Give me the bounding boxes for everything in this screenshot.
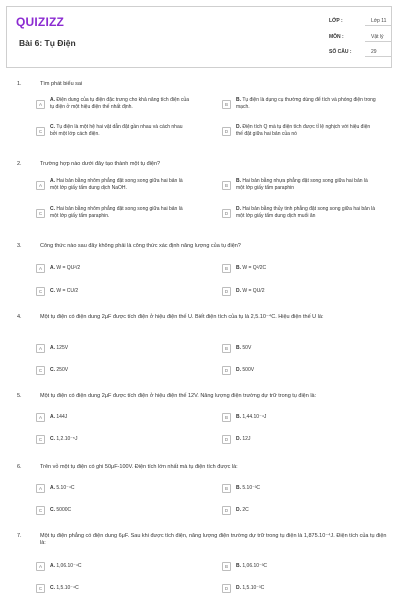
option-text: B. 1,44.10⁻⁴J <box>236 414 267 420</box>
option-letter-box: D <box>222 209 231 218</box>
question-text: Công thức nào sau đây không phải là công thức xác định năng lượng của tụ điện? <box>40 243 241 249</box>
option-letter-box: C <box>36 584 45 593</box>
question-text: Một tụ điện phẳng có điện dung 6μF. Sau khi được tích điện, năng lượng điện trường dự trữ trong tụ điện là 1,875.10⁻⁴J. Điện tích của tụ điện là: <box>40 533 387 546</box>
option-letter-box: D <box>222 584 231 593</box>
option-letter-box: D <box>222 506 231 515</box>
option-letter-box: A <box>36 413 45 422</box>
question-count-value: 29 <box>371 49 377 55</box>
option-letter-box: B <box>222 264 231 273</box>
option-text: A. 144J <box>50 414 68 420</box>
option-letter-box: A <box>36 562 45 571</box>
option-text: C. W = CU/2 <box>50 288 79 294</box>
option-letter-box: B <box>222 484 231 493</box>
option-text: D. 1,5.10⁻³C <box>236 585 265 591</box>
question-number: 6. <box>17 464 22 470</box>
class-underline <box>365 25 391 26</box>
option-letter-box: A <box>36 344 45 353</box>
option-text: A. 5.10⁻⁴C <box>50 485 75 491</box>
option-text: C. Tụ điện là một hệ hai vật dẫn đặt gần nhau và cách nhau bởi một lớp cách điện. <box>50 124 183 137</box>
option-text: A. Điện dung của tụ điện đặc trưng cho khả năng tích điện của tụ điện ở một hiệu điện thế nhất định. <box>50 97 189 110</box>
question-number: 4. <box>17 314 22 320</box>
option-letter-box: D <box>222 435 231 444</box>
question-text: Trên vỏ một tụ điện có ghi 50μF-100V. Điện tích lớn nhất mà tụ điện tích được là: <box>40 464 238 470</box>
question-number: 2. <box>17 161 22 167</box>
option-text: A. W = QU²/2 <box>50 265 81 271</box>
option-text: B. 1,06.10⁻³C <box>236 563 267 569</box>
quizizz-logo: QUIZIZZ <box>16 15 65 29</box>
question-number: 3. <box>17 243 22 249</box>
option-letter-box: A <box>36 484 45 493</box>
option-letter-box: B <box>222 100 231 109</box>
worksheet-title: Bài 6: Tụ Điện <box>19 38 76 48</box>
option-text: A. 1,06.10⁻⁴C <box>50 563 82 569</box>
option-letter-box: A <box>36 264 45 273</box>
count-underline <box>365 56 391 57</box>
class-value: Lớp 11 <box>371 18 387 24</box>
option-letter-box: B <box>222 344 231 353</box>
option-text: D. W = QU/2 <box>236 288 265 294</box>
option-text: B. Hai bản bằng nhựa phẳng đặt song song giữa hai bản là một lớp giấy tẩm paraphin <box>236 178 368 191</box>
subject-value: Vật lý <box>371 34 384 40</box>
option-letter-box: D <box>222 127 231 136</box>
question-text: Một tụ điện có điện dung 2μF được tích điện ở hiệu điện thế U. Biết điện tích của tụ là 2,5.10⁻⁴C. Hiệu điện thế U là: <box>40 314 324 320</box>
option-text: B. 50V <box>236 345 252 351</box>
worksheet-header <box>6 6 392 68</box>
option-letter-box: C <box>36 287 45 296</box>
question-number: 1. <box>17 81 22 87</box>
option-letter-box: D <box>222 366 231 375</box>
option-text: B. Tụ điện là dụng cụ thường dùng để tích và phóng điện trong mạch. <box>236 97 376 110</box>
option-text: D. 2C <box>236 507 249 513</box>
option-letter-box: B <box>222 562 231 571</box>
option-letter-box: C <box>36 127 45 136</box>
option-text: A. Hai bản bằng nhôm phẳng đặt song song giữa hai bản là một lớp giấy tẩm dung dịch NaOH. <box>50 178 183 191</box>
option-letter-box: A <box>36 100 45 109</box>
option-letter-box: C <box>36 209 45 218</box>
option-text: D. Hai bản bằng thủy tinh phẳng đặt song song giữa hai bản là một lớp giấy tẩm dung dịch muối ăn <box>236 206 376 219</box>
question-count-label: SỐ CÂU : <box>329 49 352 55</box>
option-letter-box: C <box>36 435 45 444</box>
option-letter-box: D <box>222 287 231 296</box>
option-text: C. 1,5.10⁻⁴C <box>50 585 79 591</box>
option-text: B. 5.10⁻³C <box>236 485 261 491</box>
option-letter-box: A <box>36 181 45 190</box>
option-letter-box: C <box>36 506 45 515</box>
option-text: C. 5000C <box>50 507 72 513</box>
subject-underline <box>365 41 391 42</box>
option-text: D. Điện tích Q mà tụ điện tích được tỉ lệ nghịch với hiệu điện thế đặt giữa hai bản của nó <box>236 124 371 137</box>
class-label: LỚP : <box>329 18 343 24</box>
subject-label: MÔN : <box>329 34 344 40</box>
question-text: Tìm phát biểu sai <box>40 81 83 87</box>
option-text: C. 250V <box>50 367 69 373</box>
option-text: C. Hai bản bằng nhôm phẳng đặt song song giữa hai bản là một lớp giấy tẩm paraphin. <box>50 206 183 219</box>
option-text: D. 12J <box>236 436 251 442</box>
option-text: C. 1,2.10⁻⁵J <box>50 436 78 442</box>
option-text: B. W = Q²/2C <box>236 265 267 271</box>
option-text: A. 125V <box>50 345 69 351</box>
question-text: Một tụ điện có điện dung 2μF được tích điện ở hiệu điện thế 12V. Năng lượng điện trường dự trữ trong tụ điện là: <box>40 393 317 399</box>
option-text: D. 500V <box>236 367 255 373</box>
question-text: Trường hợp nào dưới đây tạo thành một tụ điện? <box>40 161 161 167</box>
question-number: 7. <box>17 533 22 539</box>
option-letter-box: B <box>222 413 231 422</box>
option-letter-box: C <box>36 366 45 375</box>
question-number: 5. <box>17 393 22 399</box>
option-letter-box: B <box>222 181 231 190</box>
